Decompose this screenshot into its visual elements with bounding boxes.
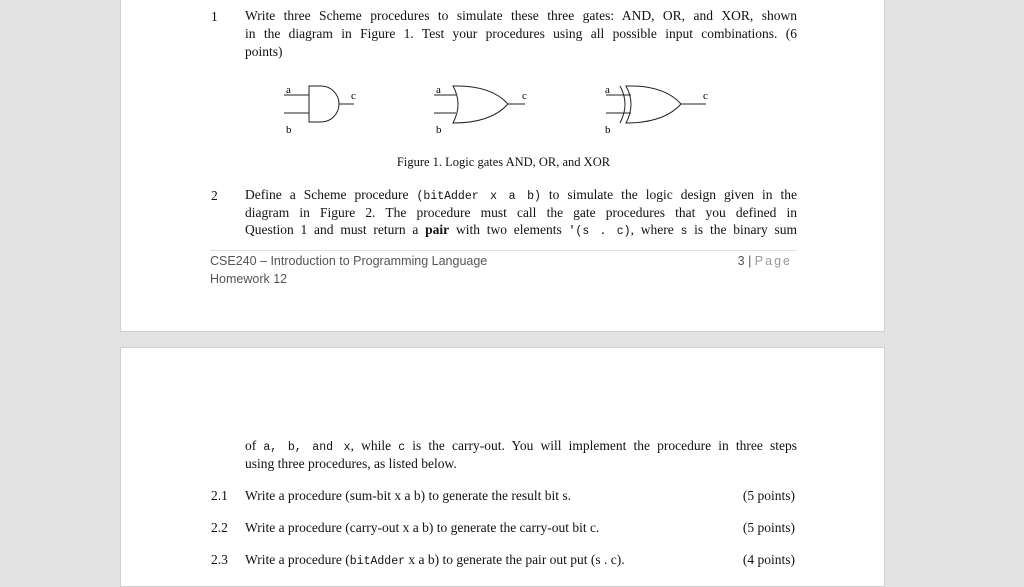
question-number: 1 [211, 9, 218, 24]
q2-line-5: using three procedures, as listed below. [245, 456, 457, 471]
q2-line-3 [245, 221, 797, 241]
subquestion-text [245, 551, 797, 571]
q2-line-2: diagram in Figure 2. The procedure must call the gate procedures that you defined in [245, 205, 797, 220]
code: s [680, 225, 688, 238]
q2-line-1 [245, 186, 797, 206]
code: a, b, and x [263, 441, 351, 454]
text: to simulate the logic design given in the [548, 187, 798, 202]
code: bitAdder [349, 555, 405, 568]
figure-caption: Figure 1. Logic gates AND, OR, and XOR [396, 155, 611, 169]
question-number: 2 [211, 188, 218, 203]
text: Write a procedure (sum-bit x a b) to generate the result bit s. [245, 488, 571, 503]
points: (5 points) [742, 520, 795, 535]
or-input-a: a [436, 84, 441, 96]
or-input-b: b [436, 124, 442, 136]
text: , while [350, 438, 392, 453]
text: is the binary sum [694, 222, 798, 237]
q1-line-2: in the diagram in Figure 1. Test your procedures using all possible input combinations. (6 [245, 26, 797, 41]
or-output-c: c [522, 90, 527, 102]
code: (bitAdder x a b) [416, 190, 541, 203]
text: , where [630, 222, 674, 237]
text: x a b) to generate the pair out put (s . c). [405, 552, 625, 567]
bold-text: pair [425, 222, 450, 237]
text: Question 1 and must return a [245, 222, 419, 237]
text: Write a procedure ( [245, 552, 350, 567]
points: (4 points) [742, 552, 795, 567]
and-input-b: b [286, 124, 292, 136]
footer-page-number [738, 254, 792, 268]
text: is the carry-out. You will implement the procedure in three steps [412, 438, 798, 453]
subquestion-text [245, 519, 797, 537]
and-gate [284, 86, 354, 122]
code: c [398, 441, 406, 454]
page-word: Page [754, 254, 792, 268]
xor-input-a: a [605, 84, 610, 96]
code: '(s . c) [568, 225, 631, 238]
and-input-a: a [286, 84, 291, 96]
subquestion-text [245, 487, 797, 505]
text: of [245, 438, 257, 453]
subquestion-number: 2.1 [211, 488, 228, 503]
footer-divider [210, 250, 797, 251]
text: Write a procedure (carry-out x a b) to generate the carry-out bit c. [245, 520, 600, 535]
document-page-3 [120, 0, 885, 332]
subquestion-number: 2.2 [211, 520, 228, 535]
text: Define a Scheme procedure [245, 187, 409, 202]
q2-line-4 [245, 437, 797, 457]
text: with two elements [455, 222, 562, 237]
q1-line-1: Write three Scheme procedures to simulate these three gates: AND, OR, and XOR, shown [245, 8, 797, 23]
or-gate [434, 86, 525, 123]
xor-output-c: c [703, 90, 708, 102]
xor-input-b: b [605, 124, 611, 136]
document-page-4 [120, 347, 885, 587]
page-num: 3 | [737, 254, 752, 268]
points: (5 points) [742, 488, 795, 503]
logic-gates-figure [271, 81, 731, 141]
xor-gate [606, 86, 706, 123]
subquestion-number: 2.3 [211, 552, 228, 567]
footer-homework: Homework 12 [210, 272, 288, 286]
footer-course: CSE240 – Introduction to Programming Language [210, 254, 488, 268]
q1-line-3: points) [245, 44, 283, 59]
and-output-c: c [351, 90, 356, 102]
